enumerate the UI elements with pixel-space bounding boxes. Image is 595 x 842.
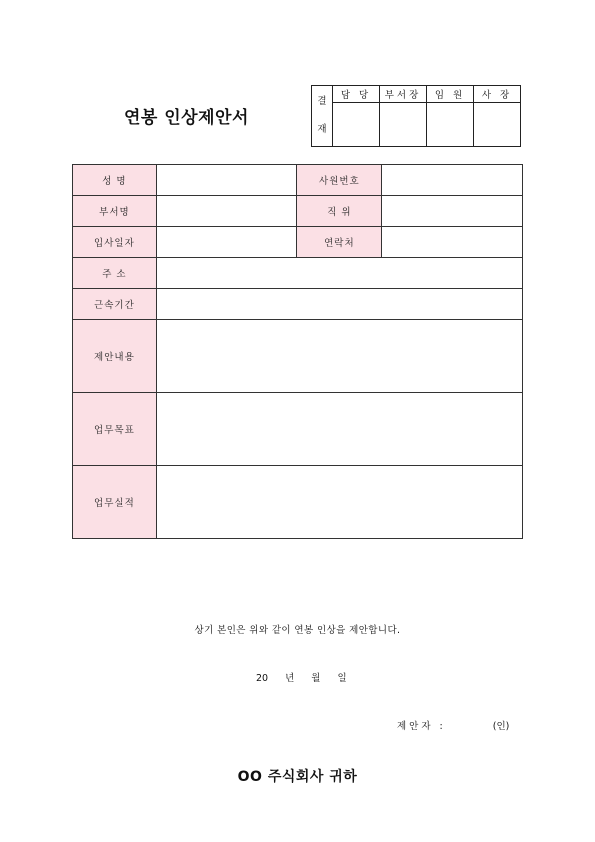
goal-label: 업무목표 [73, 393, 157, 466]
performance-label: 업무실적 [73, 466, 157, 539]
proposal-label: 제안내용 [73, 320, 157, 393]
tenure-label: 근속기간 [73, 289, 157, 320]
approval-sign-executive[interactable] [427, 103, 474, 147]
employee-no-label: 사원번호 [297, 165, 382, 196]
department-label: 부서명 [73, 196, 157, 227]
address-label: 주 소 [73, 258, 157, 289]
approval-header-executive: 임 원 [427, 86, 474, 103]
join-date-field[interactable] [156, 227, 297, 258]
date-line: 20 년 월 일 [256, 673, 347, 684]
approval-sign-staff[interactable] [333, 103, 380, 147]
tenure-field[interactable] [156, 289, 522, 320]
join-date-label: 입사일자 [73, 227, 157, 258]
approval-side-top: 결 [317, 96, 327, 107]
document-title: 연봉 인상제안서 [124, 108, 249, 128]
employee-no-field[interactable] [382, 165, 523, 196]
name-label: 성 명 [73, 165, 157, 196]
goal-field[interactable] [156, 393, 522, 466]
approval-box [311, 85, 521, 147]
proposer-line [397, 718, 509, 732]
name-field[interactable] [156, 165, 297, 196]
address-field[interactable] [156, 258, 522, 289]
approval-side-bottom: 재 [317, 124, 327, 135]
proposer-seal: (인) [492, 721, 510, 732]
proposer-label: 제안자 : [397, 721, 446, 732]
contact-field[interactable] [382, 227, 523, 258]
recipient-footer: OO 주식회사 귀하 [237, 769, 358, 785]
position-label: 직 위 [297, 196, 382, 227]
approval-sign-president[interactable] [474, 103, 521, 147]
contact-label: 연락처 [297, 227, 382, 258]
approval-header-dept-head: 부서장 [380, 86, 427, 103]
approval-sign-dept-head[interactable] [380, 103, 427, 147]
approval-header-staff: 담 당 [333, 86, 380, 103]
department-field[interactable] [156, 196, 297, 227]
application-form [72, 164, 523, 539]
position-field[interactable] [382, 196, 523, 227]
approval-side-label [312, 86, 333, 147]
statement-text: 상기 본인은 위와 같이 연봉 인상을 제안합니다. [194, 625, 401, 636]
approval-header-president: 사 장 [474, 86, 521, 103]
performance-field[interactable] [156, 466, 522, 539]
proposal-field[interactable] [156, 320, 522, 393]
